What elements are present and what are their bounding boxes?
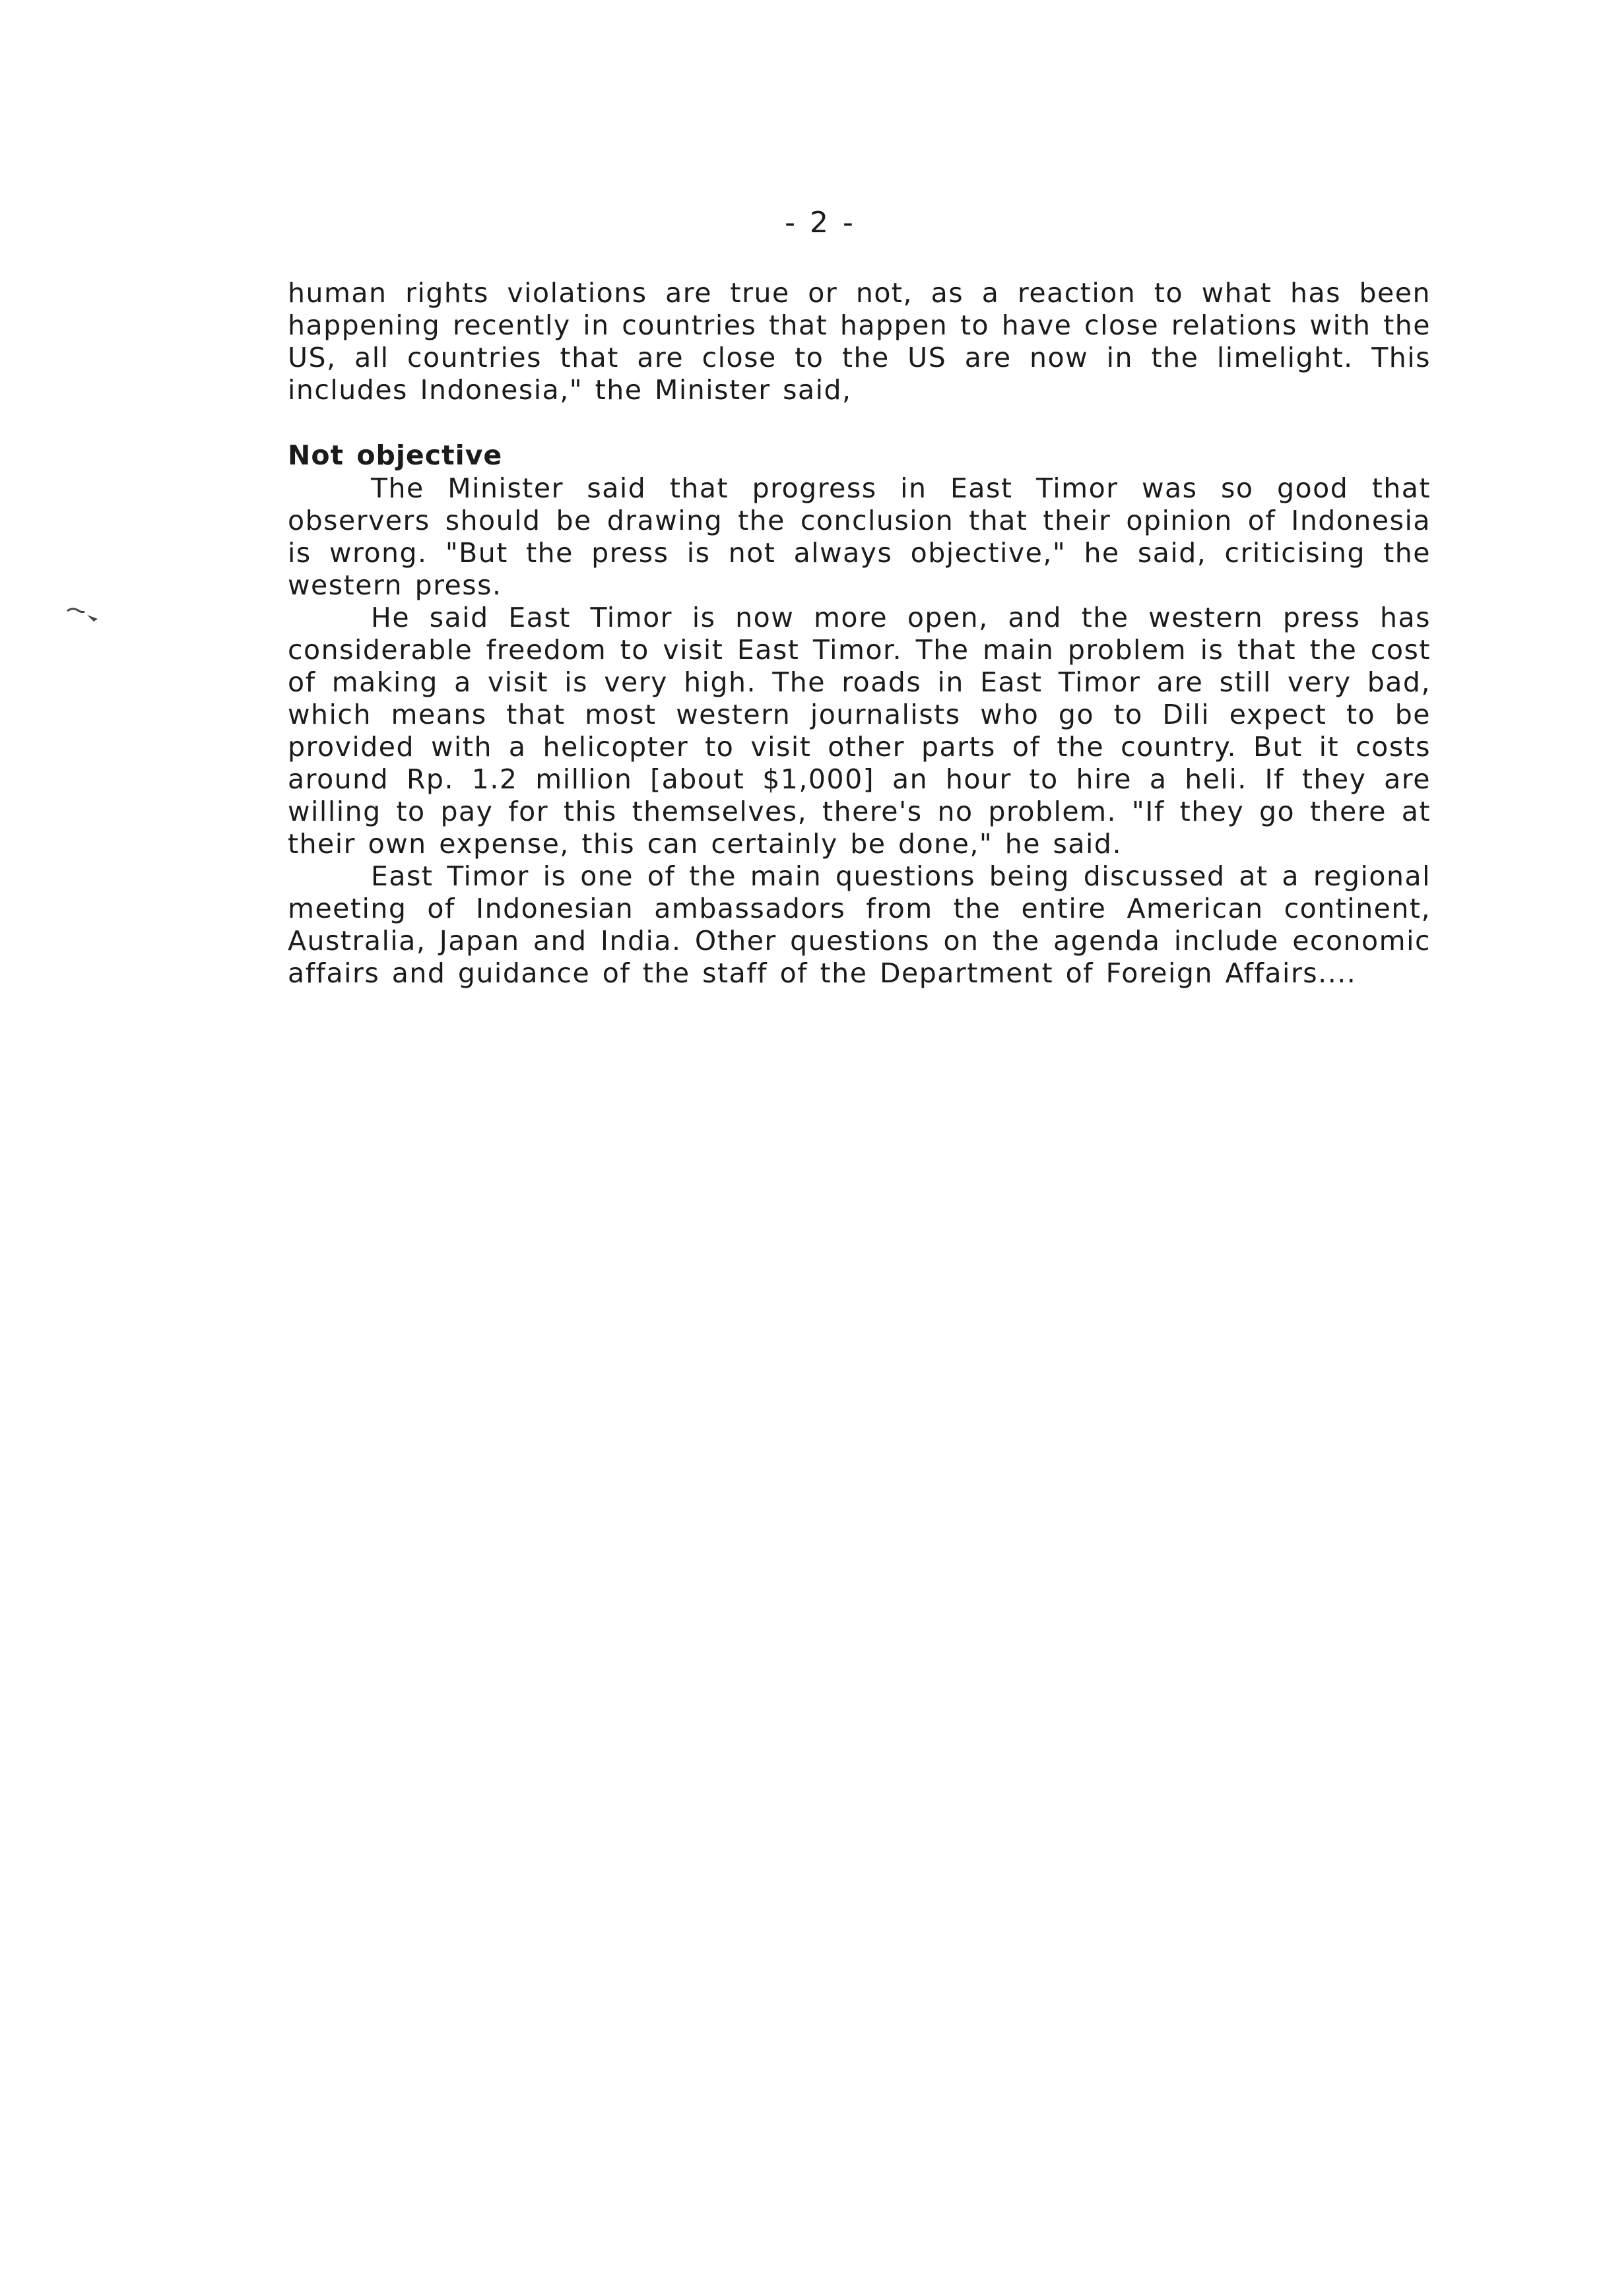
page-number: - 2 - (785, 206, 856, 239)
paragraph-opening: human rights violations are true or not, as a reaction to what has been happening recently in countries that happen to have close relations with the US, all countries that are close to the US are now in the limelight. This includes Indonesia," the Minister said, (288, 277, 1431, 406)
section-heading: Not objective (288, 439, 503, 471)
paragraph-3: East Timor is one of the main questions being discussed at a regional meeting of Indonesian ambassadors from the entire American continent, Australia, Japan and India. Other questions on the agenda include economic affairs and guidance of the staff of the Department of Foreign Affairs.... (288, 860, 1431, 989)
margin-scribble (65, 604, 111, 624)
paragraph-2: He said East Timor is now more open, and the western press has considerable freedom to visit East Timor. The main problem is that the cost of making a visit is very high. The roads in East Timor are still very bad, which means that most western journalists who go to Dili expect to be provided with a helicopter to visit other parts of the country. But it costs around Rp. 1.2 million [about $1,000] an hour to hire a heli. If they are willing to pay for this themselves, there's no problem. "If they go there at their own expense, this can certainly be done," he said. (288, 602, 1431, 860)
article-body (288, 277, 1431, 990)
paragraph-1: The Minister said that progress in East Timor was so good that observers should be drawing the conclusion that their opinion of Indonesia is wrong. "But the press is not always objective," he said, criticising the western press. (288, 472, 1431, 601)
